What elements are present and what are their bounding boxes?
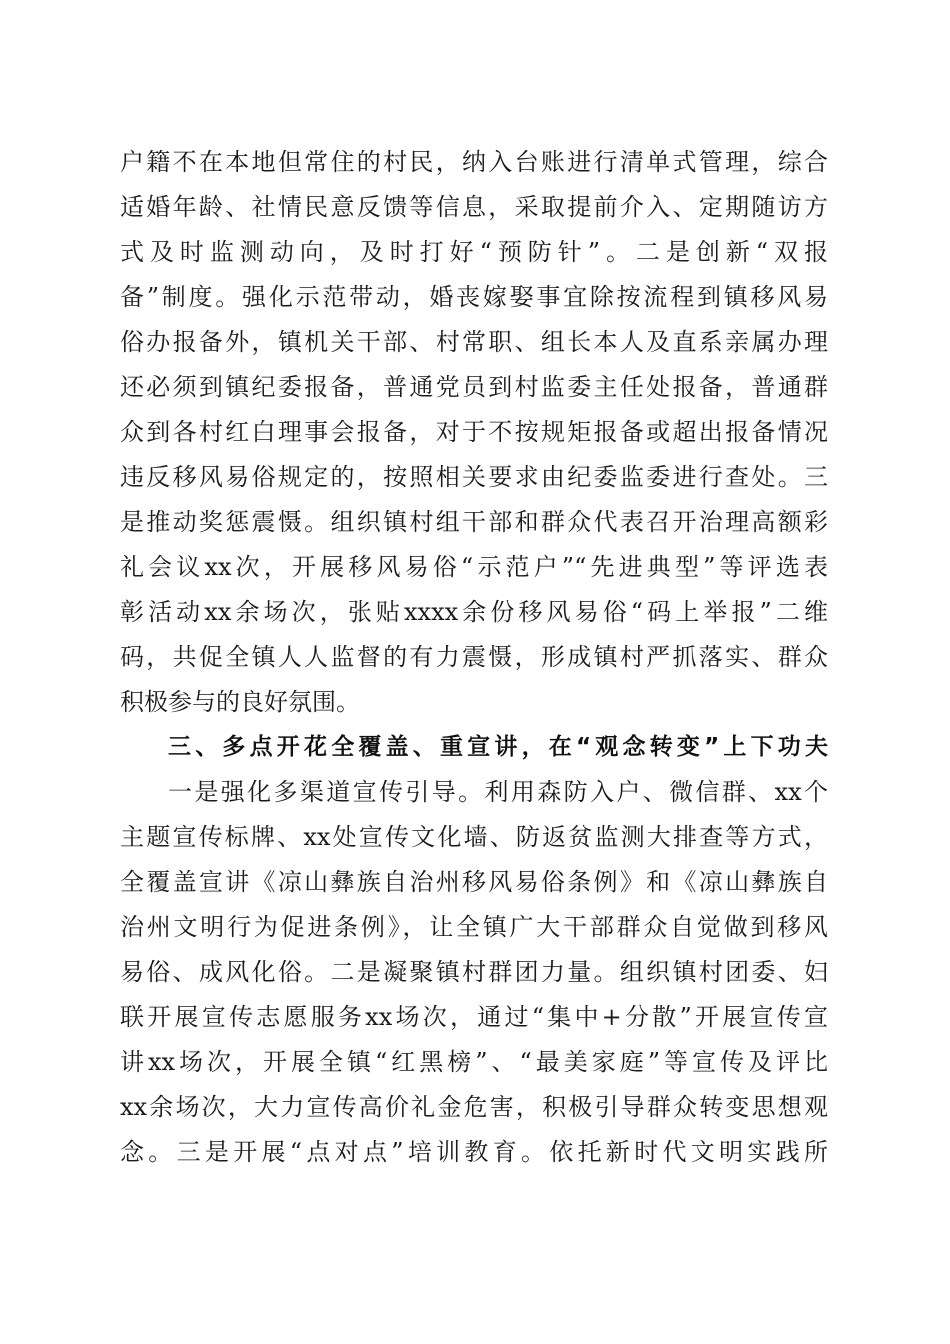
body-text-line: 讲xx场次，开展全镇“红黑榜”、“最美家庭”等宣传及评比 — [120, 1048, 828, 1076]
body-text-line: 一是强化多渠道宣传引导。利用森防入户、微信群、xx个 — [168, 778, 828, 806]
body-text-line: 主题宣传标牌、xx处宣传文化墙、防返贫监测大排查等方式， — [120, 823, 828, 851]
body-text-line: 备”制度。强化示范带动，婚丧嫁娶事宜除按流程到镇移风易 — [120, 283, 828, 311]
body-text-line: 积极参与的良好氛围。 — [120, 688, 360, 716]
body-text-line: 适婚年龄、社情民意反馈等信息，采取提前介入、定期随访方 — [120, 193, 828, 221]
body-text-line: 联开展宣传志愿服务xx场次，通过“集中+分散”开展宣传宣 — [120, 1003, 828, 1031]
body-text-line: 还必须到镇纪委报备，普通党员到村监委主任处报备，普通群 — [120, 373, 828, 401]
body-text-line: 礼会议xx次，开展移风易俗“示范户”“先进典型”等评选表 — [120, 553, 828, 581]
body-text-line: 违反移风易俗规定的，按照相关要求由纪委监委进行查处。三 — [120, 463, 828, 491]
body-text-line: xx余场次，大力宣传高价礼金危害，积极引导群众转变思想观 — [120, 1093, 828, 1121]
body-text-line: 式及时监测动向，及时打好“预防针”。二是创新“双报 — [120, 238, 828, 266]
body-text-line: 念。三是开展“点对点”培训教育。依托新时代文明实践所 — [120, 1138, 828, 1166]
body-text-line: 俗办报备外，镇机关干部、村常职、组长本人及直系亲属办理 — [120, 328, 828, 356]
body-text-line: 码，共促全镇人人监督的有力震慑，形成镇村严抓落实、群众 — [120, 643, 828, 671]
section-heading: 三、多点开花全覆盖、重宣讲，在“观念转变”上下功夫 — [168, 734, 828, 760]
body-text-line: 易俗、成风化俗。二是凝聚镇村群团力量。组织镇村团委、妇 — [120, 958, 828, 986]
body-text-line: 治州文明行为促进条例》，让全镇广大干部群众自觉做到移风 — [120, 913, 828, 941]
body-text-line: 是推动奖惩震慑。组织镇村组干部和群众代表召开治理高额彩 — [120, 508, 828, 536]
body-text-line: 户籍不在本地但常住的村民，纳入台账进行清单式管理，综合 — [120, 148, 828, 176]
body-text-line: 众到各村红白理事会报备，对于不按规矩报备或超出报备情况 — [120, 418, 828, 446]
body-text-line: 彰活动xx余场次，张贴xxxx余份移风易俗“码上举报”二维 — [120, 598, 828, 626]
body-text-line: 全覆盖宣讲《凉山彝族自治州移风易俗条例》和《凉山彝族自 — [120, 868, 828, 896]
